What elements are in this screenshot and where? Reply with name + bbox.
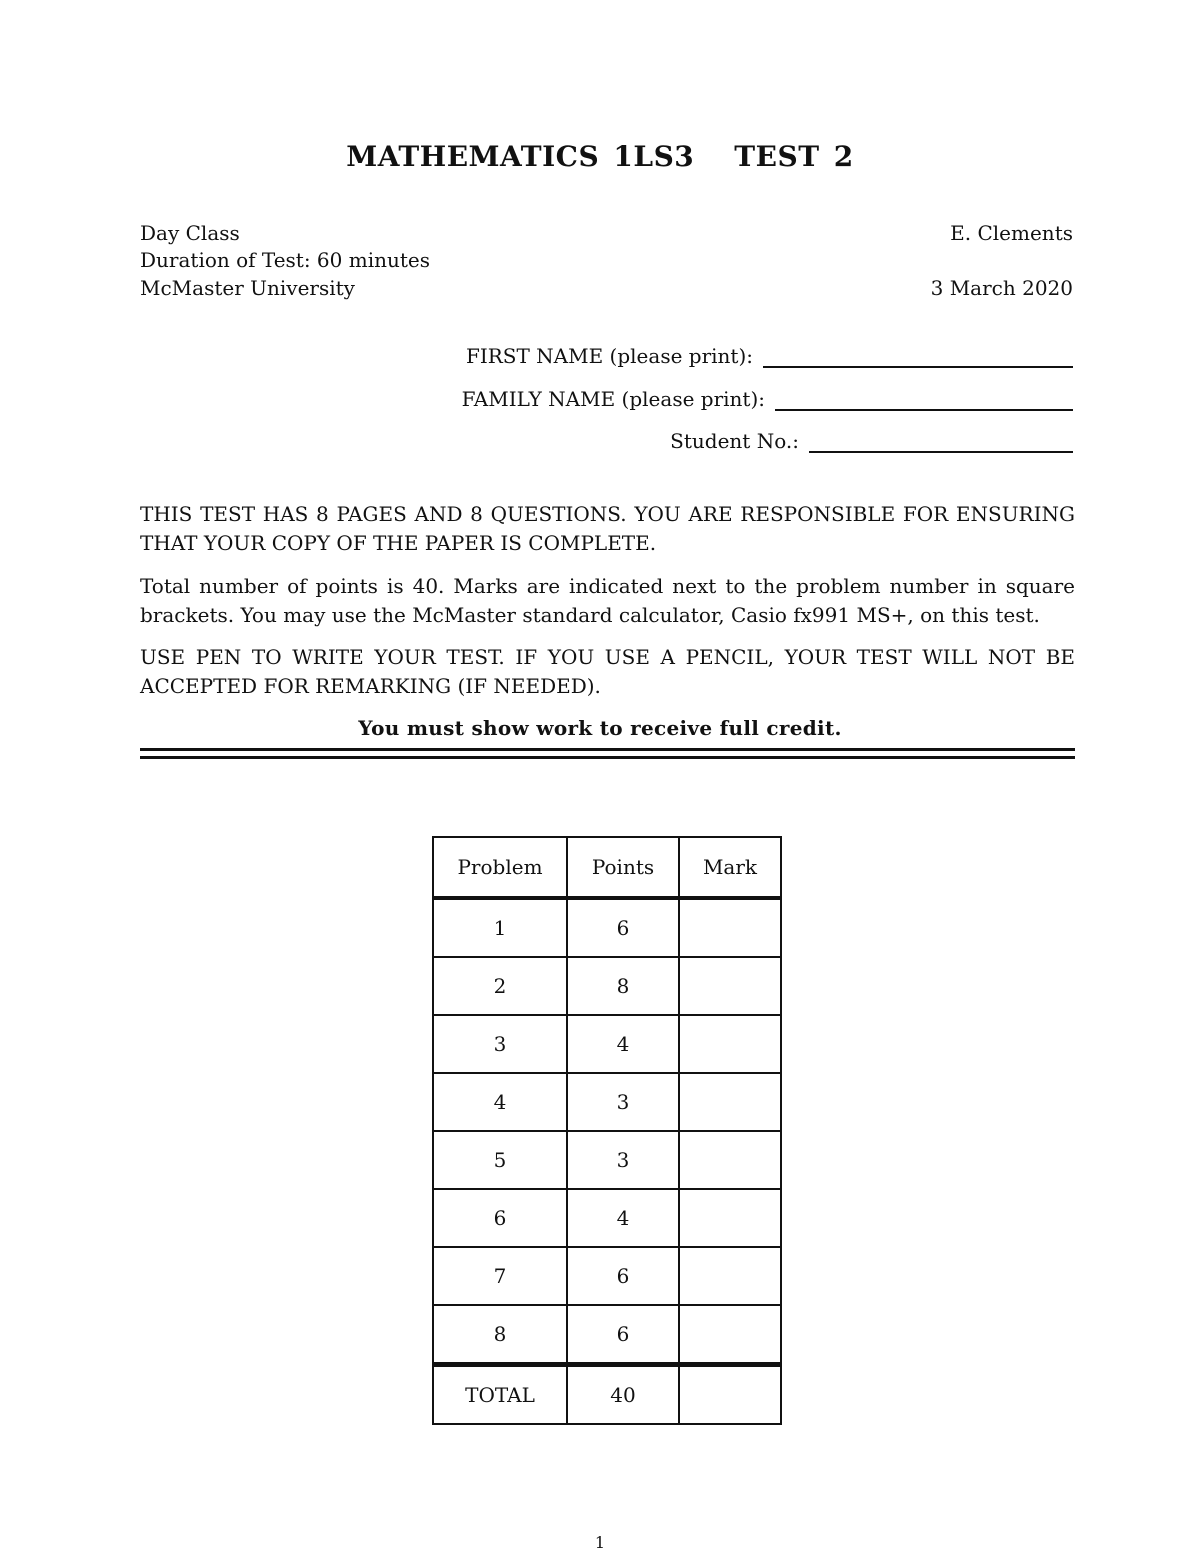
table-row <box>433 1189 781 1247</box>
student-no-line[interactable] <box>809 433 1073 453</box>
show-work-notice: You must show work to receive full credit. <box>358 716 842 740</box>
problem-cell: 7 <box>433 1247 567 1305</box>
problem-cell: 1 <box>433 898 567 957</box>
instructor-label: E. Clements <box>950 221 1073 245</box>
pages-notice: THIS TEST HAS 8 PAGES AND 8 QUESTIONS. YOU ARE RESPONSIBLE FOR ENSURING THAT YOUR COPY OF THE PAPER IS COMPLETE. <box>140 502 1075 555</box>
total-row <box>433 1365 781 1425</box>
test-title: TEST 2 <box>734 140 854 173</box>
points-notice: Total number of points is 40. Marks are indicated next to the problem number in square brackets. You may use the McMaster standard calculator, Casio fx991 MS+, on this test. <box>140 574 1075 627</box>
points-cell: 3 <box>567 1073 679 1131</box>
date-label: 3 March 2020 <box>930 276 1073 300</box>
page-title <box>0 140 1200 173</box>
problem-cell: 8 <box>433 1305 567 1365</box>
problem-cell: 6 <box>433 1189 567 1247</box>
table-row <box>433 1247 781 1305</box>
duration-label: Duration of Test: 60 minutes <box>140 248 430 272</box>
table-row <box>433 898 781 957</box>
divider-bottom <box>140 756 1075 759</box>
family-name-line[interactable] <box>775 391 1073 411</box>
points-cell: 4 <box>567 1189 679 1247</box>
mark-cell[interactable] <box>679 1247 781 1305</box>
table-row <box>433 1073 781 1131</box>
points-cell: 3 <box>567 1131 679 1189</box>
marks-table <box>432 836 782 1425</box>
student-no-field[interactable] <box>670 429 1073 453</box>
points-cell: 6 <box>567 1305 679 1365</box>
problem-cell: 5 <box>433 1131 567 1189</box>
family-name-label: FAMILY NAME (please print): <box>461 387 765 411</box>
problem-cell: 2 <box>433 957 567 1015</box>
first-name-line[interactable] <box>763 348 1073 368</box>
points-cell: 6 <box>567 898 679 957</box>
header-mark: Mark <box>679 837 781 898</box>
mark-cell[interactable] <box>679 1305 781 1365</box>
points-cell: 4 <box>567 1015 679 1073</box>
table-row <box>433 957 781 1015</box>
first-name-field[interactable] <box>466 344 1073 368</box>
first-name-label: FIRST NAME (please print): <box>465 344 753 368</box>
page-number: 1 <box>594 1533 606 1552</box>
mark-cell[interactable] <box>679 1131 781 1189</box>
points-cell: 8 <box>567 957 679 1015</box>
course-title: MATHEMATICS 1LS3 <box>346 140 695 173</box>
total-points: 40 <box>567 1365 679 1425</box>
table-row <box>433 1305 781 1365</box>
total-label: TOTAL <box>433 1365 567 1425</box>
mark-cell[interactable] <box>679 957 781 1015</box>
header-points: Points <box>567 837 679 898</box>
marks-table-header <box>433 837 781 898</box>
university-label: McMaster University <box>140 276 355 300</box>
mark-cell[interactable] <box>679 1015 781 1073</box>
mark-cell[interactable] <box>679 898 781 957</box>
problem-cell: 3 <box>433 1015 567 1073</box>
class-label: Day Class <box>140 221 240 245</box>
pen-notice: USE PEN TO WRITE YOUR TEST. IF YOU USE A PENCIL, YOUR TEST WILL NOT BE ACCEPTED FOR REMARKING (IF NEEDED). <box>140 645 1075 698</box>
total-mark-cell[interactable] <box>679 1365 781 1425</box>
header-problem: Problem <box>433 837 567 898</box>
mark-cell[interactable] <box>679 1073 781 1131</box>
student-no-label: Student No.: <box>670 429 799 453</box>
problem-cell: 4 <box>433 1073 567 1131</box>
table-row <box>433 1131 781 1189</box>
table-row <box>433 1015 781 1073</box>
family-name-field[interactable] <box>462 387 1073 411</box>
points-cell: 6 <box>567 1247 679 1305</box>
divider-top <box>140 748 1075 751</box>
mark-cell[interactable] <box>679 1189 781 1247</box>
